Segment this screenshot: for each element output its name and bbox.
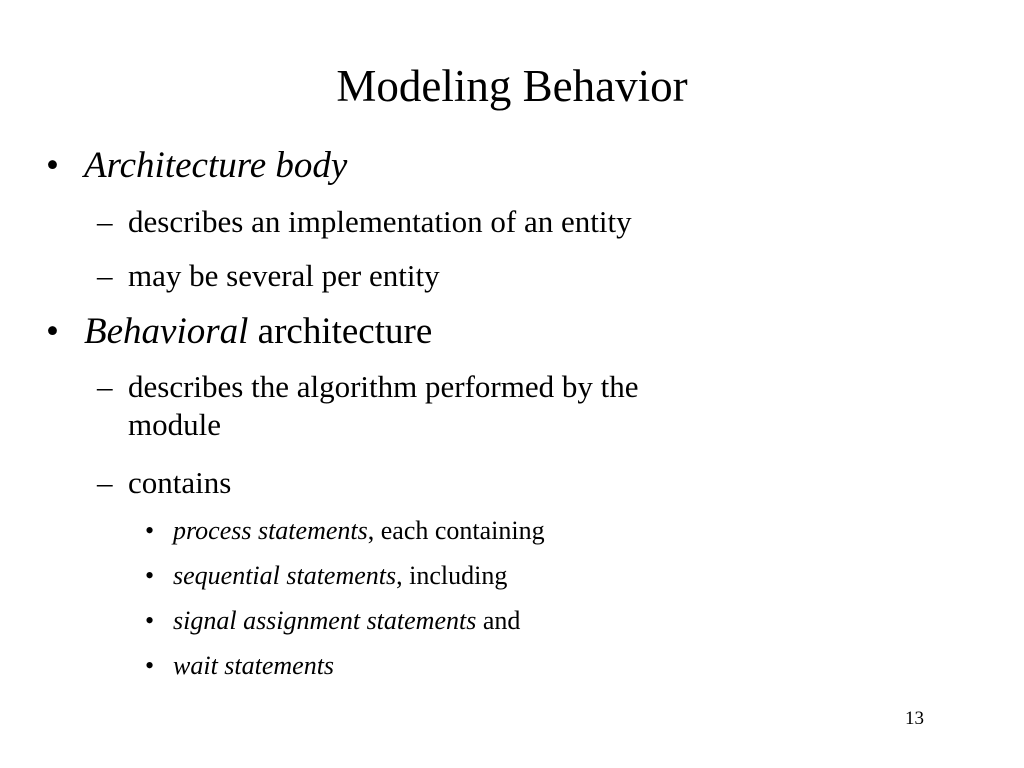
item-italic-text: signal assignment statements	[173, 606, 477, 635]
sub-bullet-text-line2: module	[128, 407, 221, 442]
item-italic-text: process statements	[173, 516, 368, 545]
bullet-mark: •	[46, 311, 59, 352]
sub-sub-bullet-wait-statements	[145, 650, 334, 682]
dash-mark: –	[97, 465, 113, 500]
bullet-mark: •	[46, 145, 59, 186]
item-text: , including	[396, 561, 508, 590]
sub-bullet-contains	[97, 464, 231, 502]
item-italic-text: sequential statements	[173, 561, 397, 590]
page-number: 13	[905, 708, 924, 729]
bullet-mark: •	[145, 516, 155, 545]
bullet-italic-text: Behavioral	[84, 311, 249, 352]
sub-sub-bullet-signal-assignment	[145, 605, 520, 637]
item-italic-text: wait statements	[173, 651, 335, 680]
sub-sub-bullet-sequential-statements	[145, 560, 507, 592]
slide-title: Modeling Behavior	[336, 61, 688, 111]
dash-mark: –	[97, 369, 113, 404]
bullet-architecture-body	[46, 144, 347, 188]
dash-mark: –	[97, 204, 113, 239]
sub-bullet-text: describes an implementation of an entity	[128, 204, 632, 239]
sub-bullet-several-per-entity	[97, 257, 440, 295]
bullet-behavioral-architecture	[46, 310, 432, 354]
sub-bullet-text-line1: describes the algorithm performed by the	[128, 369, 639, 404]
sub-bullet-text: may be several per entity	[128, 258, 440, 293]
sub-bullet-describes-implementation	[97, 203, 632, 241]
bullet-text: architecture	[248, 311, 433, 352]
bullet-mark: •	[145, 651, 155, 680]
item-text: and	[476, 606, 521, 635]
bullet-italic-text: Architecture body	[84, 145, 348, 186]
sub-bullet-describes-algorithm	[97, 368, 638, 444]
bullet-mark: •	[145, 606, 155, 635]
dash-mark: –	[97, 258, 113, 293]
item-text: , each containing	[367, 516, 545, 545]
sub-sub-bullet-process-statements	[145, 515, 545, 547]
bullet-mark: •	[145, 561, 155, 590]
sub-bullet-text: contains	[128, 465, 232, 500]
